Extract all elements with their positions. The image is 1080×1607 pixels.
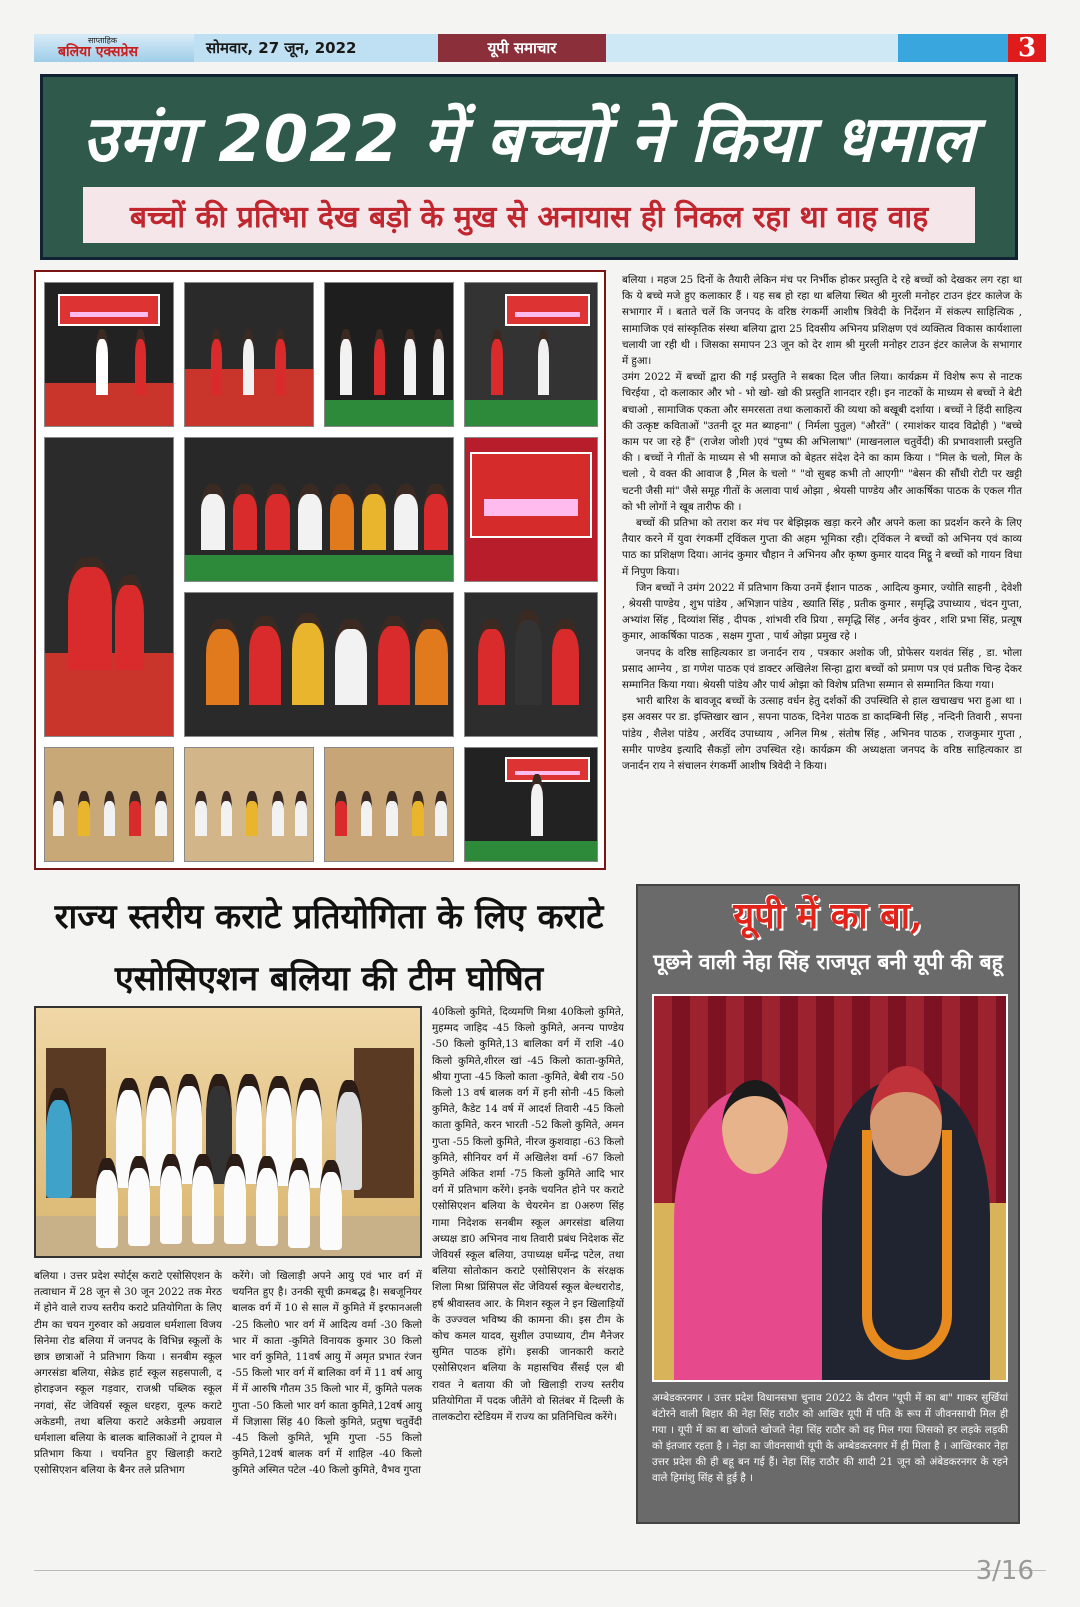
photo-girls-group (464, 592, 598, 737)
paper-name: बलिया एक्सप्रेस (58, 44, 138, 60)
strip-filler (606, 34, 898, 62)
photo-stage-banner (44, 282, 174, 427)
photo-audience-1 (44, 747, 174, 862)
photo-audience-3 (324, 747, 454, 862)
photo-stage-speaker (464, 747, 598, 862)
photo-children-lineup (184, 437, 454, 582)
karate-column-1: बलिया । उत्तर प्रदेश स्पोर्ट्स कराटे एसोसिएशन के तत्वाधान में 28 जून से 30 जून 2022 तक मेरठ में होने वाले राज्य स्तरीय कराटे प्रतियोगिता के लिए टीम का चयन गुरुवार को अग्रवाल धर्मशाला विजय सिनेमा रोड बलिया में जनपद के विभिन्न स्कूलों के छात्र छात्राओं ने प्रतिभाग किया । सनबीम स्कूल अगरसंडा बलिया, सेक्रेड हार्ट स्कूल सहसपाली, द होराइजन स्कूल गड़वार, राजश्री पब्लिक स्कूल नगवां, सेंट जेवियर्स स्कूल धरहरा, वूल्फ कराटे अकेडमी, तथा बलिया कराटे अकेडमी अग्रवाल धर्मशाला बलिया के बालक बालिकाओं ने ट्रायल मे प्रतिभाग किया । चयनित हुए खिलाड़ी कराटे एसोसिएशन बलिया के बैनर तले प्रतिभाग (34, 1270, 222, 1477)
photo-children-faces (184, 592, 454, 737)
karate-column-3: 40किलो कुमिते, दिव्यमणि मिश्रा 40किलो कुमिते, मुहम्मद जाहिद -45 किलो कुमिते, अनन्य पाण्डेय -50 किलो कुमिते,13 बालिका वर्ग में राशि -40 किलो कुमिते,शीरल खां -45 किलो काता-कुमिते, श्रीया गुप्ता -45 किलो काता -कुमिते, बेबी राय -50 किलो 13 वर्ष बालक वर्ग में हनी सोनी -45 किलो कुमिते, कैडेट 14 वर्ष में आदर्श तिवारी -45 किलो काता कुमिते, करन भारती -52 किलो कुमिते, अमन गुप्ता -55 किलो कुमिते, नीरज कुशवाहा -63 किलो कुमिते, सीनियर वर्ग में अखिलेश वर्मा -67 किलो कुमिते अंकित शर्मा -75 किलो कुमिते आदि भार वर्ग में प्रतिभाग करेंगे। इनके चयनित होने पर कराटे एसोसिएशन बलिया के चेयरमेन डा 0अरुण सिंह गामा निदेशक सनबीम स्कूल अगरसंडा बलिया अध्यक्ष डा0 अभिनव नाथ तिवारी प्रबंध निदेशक सेंट जेवियर्स स्कूल बलिया, उपाध्यक्ष धर्मेन्द्र पटेल, तथा बलिया सोतोकान कराटे एसोसिएशन के संरक्षक शिला मिश्रा प्रिंसिपल सेंट जेवियर्स स्कूल बेल्थरारोड, हर्ष श्रीवास्तव आर. के मिशन स्कूल ने इन खिलाड़ियों के उज्ज्वल भविष्य की कामना की। इस टीम के कोच कमल यादव, सुशील उपाध्याय, टीम मैनेजर सुमित पाठक होंगे। इसकी जानकारी कराटे एसोसिएशन बलिया के महासचिव सैंसई एल बी रावत ने बताया की जो खिलाड़ी राज्य स्तरीय प्रतियोगिता में पदक जीतेंगे वो सितंबर में दिल्ली के तालकटोरा स्टेडियम में राज्य का प्रतिनिधित्व करेंगे। (432, 1006, 624, 1424)
photo-umang-banner (464, 437, 598, 582)
issue-date: सोमवार, 27 जून, 2022 (194, 34, 438, 62)
photo-play-scene (184, 282, 314, 427)
bride-figure (674, 1090, 834, 1380)
paper-logo (34, 34, 194, 62)
lead-paragraph: जिन बच्चों ने उमंग 2022 में प्रतिभाग किया उनमें ईशान पाठक , आदित्य कुमार, ज्योति साहनी , देवेशी , श्रेयसी पाण्डेय , शुभ पांडेय , अभिज्ञान पांडेय , ख्याति सिंह , प्रतीक कुमार , समृद्धि उपाध्याय , चंदन गुप्ता, अभ्यांश सिंह , दिव्यांश सिंह , दीपक , शांभवी रवि प्रिया , समृद्धि सिंह , अर्नव कुंवर , शशि प्रभा सिंह, प्रत्यूष कुमार, आकर्षिका पाठक , सक्षम गुप्ता , पार्थ ओझा प्रमुख रहे । (622, 581, 1022, 643)
feature-subtitle: पूछने वाली नेहा सिंह राजपूत बनी यूपी की बहू (653, 949, 1003, 974)
page-number: 3 (1008, 34, 1046, 62)
lead-paragraph: भारी बारिश के बावजूद बच्चों के उत्साह वर्धन हेतु दर्शकों की उपस्थिति से हाल खचाखच भरा हुआ था । इस अवसर पर डा. इफ्तिखार खान , सपना पाठक, दिनेश पाठक डा कादम्बिनी सिंह , नन्दिनी तिवारी , सपना पांडेय , शैलेश पांडेय , अरविंद उपाध्याय , अनिल मिश्र , संतोष सिंह , अभिनव पाठक , राजकुमार गुप्ता , समीर पाण्डेय इत्यादि सैकड़ों लोग उपस्थित रहे। कार्यक्रम की अध्यक्षता जनपद के वरिष्ठ साहित्यकार डा जनार्दन राय ने संचालन रंगकर्मी आशीष त्रिवेदी ने किया। (622, 695, 1022, 773)
page-rule (34, 1570, 1046, 1571)
strip-filler-blue (898, 34, 1008, 62)
feature-box (636, 884, 1020, 1524)
lead-headline-block (40, 74, 1018, 260)
lead-subheadline: बच्चों की प्रतिभा देख बड़ो के मुख से अनायास ही निकल रहा था वाह वाह (83, 187, 975, 243)
karate-headline: राज्य स्तरीय कराटे प्रतियोगिता के लिए कराटे एसोसिएशन बलिया की टीम घोषित (54, 897, 604, 999)
paper-tagline: साप्ताहिक (88, 36, 118, 45)
karate-team-photo (34, 1006, 422, 1258)
lead-story-body (622, 272, 1022, 870)
lead-photo-collage (34, 270, 606, 870)
lead-paragraph: उमंग 2022 में बच्चों द्वारा की गई प्रस्तुति ने सबका दिल जीत लिया। कार्यक्रम में विशेष रूप से नाटक चिरईया , दो कलाकार और भो - भो खो- खो की प्रस्तुति शानदार रही। इन नाटकों के माध्यम से बच्चों ने बेटी बचाओ , सामाजिक एकता और समरसता तथा कलाकारों की व्यथा को बखूबी दर्शाया । बच्चों ने हिंदी साहित्य की उत्कृष्ट कविताओं "उतनी दूर मत ब्याहना" ( निर्मला पुतुल) "औरतें" ( रमाशंकर यादव विद्रोही ) "बच्चे काम पर जा रहे हैं" (राजेश जोशी )एवं "पुष्प की अभिलाषा" (माखनलाल चतुर्वेदी) की प्रभावशाली प्रस्तुति की । बच्चों ने गीतों के माध्यम से भी समाज को बेहतर संदेश देने का काम किया । "मिल के चलो, मिल के चलो , ये वक्त की आवाज है ,मिल के चलो " "वो सुबह कभी तो आएगी" "बेसन की सौंधी रोटी पर खट्टी चटनी जैसी मां" जैसे समूह गीतों के अलावा पार्थ ओझा , श्रेयसी पाण्डेय और आकर्षिका पाठक के एकल गीत को भी लोगों ने खूब तारीफ की । (622, 371, 1022, 513)
photo-group-white (324, 282, 454, 427)
section-name: यूपी समाचार (438, 34, 606, 62)
wedding-photo (652, 994, 1008, 1382)
masthead-strip (34, 34, 1046, 62)
lead-headline: उमंग 2022 में बच्चों ने किया धमाल (82, 103, 976, 177)
lead-paragraph: बलिया । महज 25 दिनों के तैयारी लेकिन मंच पर निर्भीक होकर प्रस्तुति दे रहे बच्चों को देखकर लग रहा था कि ये बच्चे मजे हुए कलाकार हैं । यह सब हो रहा था बलिया स्थित श्री मुरली मनोहर टाउन इंटर कालेज के सभागार में । बताते चलें कि जनपद के वरिष्ठ रंगकर्मी आशीष त्रिवेदी के निर्देशन में संकल्प साहित्यिक , सामाजिक एवं सांस्कृतिक संस्था बलिया द्वारा 25 दिवसीय अभिनय प्रशिक्षण एवं व्यक्तित्व विकास कार्यशाला चलायी जा रही थी । जिसका समापन 23 जून को देर शाम श्री मुरली मनोहर टाउन इंटर कालेज के सभागार में हुआ। (622, 274, 1022, 368)
feature-title: यूपी में का बा, (733, 895, 923, 937)
photo-teacher-with-child (44, 437, 174, 737)
lead-paragraph: बच्चों की प्रतिभा को तराश कर मंच पर बेझिझक खड़ा करने और अपने कला का प्रदर्शन करने के लिए तैयार करने में युवा रंगकर्मी ट्विंकल गुप्ता की अहम भूमिका रही। ट्विंकल ने बच्चों को अभिनय एवं काव्य पाठ का प्रशिक्षण दिया। आनंद कुमार चौहान ने अभिनय और कृष्ण कुमार यादव मिट्ठू ने बच्चों को गायन विधा में निपुण किया। (622, 517, 1022, 578)
page-count-indicator: 3/16 (975, 1556, 1034, 1586)
feature-caption: अम्बेडकरनगर । उत्तर प्रदेश विधानसभा चुनाव 2022 के दौरान "यूपी में का बा" गाकर सुर्खियां बंटोरने वाली बिहार की नेहा सिंह राठौर को आखिर यूपी में पति के रूप में जीवनसाथी मिल ही गया । यूपी में का बा खोजते खोजते नेहा सिंह राठौर को वह मिल गया जिसको हर लड़के लड़की को इंतजार रहता है । नेहा का जीवनसाथी यूपी के अम्बेडकरनगर में ही मिला है । आखिरकार नेहा उत्तर प्रदेश की ही बहू बन गई हैं। नेहा सिंह राठौर की शादी 21 जून को अंबेडकरनगर के रहने वाले हिमांशु सिंह से हुई है । (652, 1392, 1008, 1484)
karate-column-2: करेंगे। जो खिलाड़ी अपने आयु एवं भार वर्ग में चयनित हुए है। उनकी सूची क्रमबद्ध है। सबजूनियर बालक वर्ग में 10 से साल में कुमिते में इरफानअली -25 किलो0 भार वर्ग में आदित्य वर्मा -30 किलो भार में काता -कुमिते विनायक कुमार 30 किलो भार वर्ग कुमिते, 11वर्ष आयु में अमृत प्रभात रंजन -55 किलो भार वर्ग में बालिका वर्ग में 11 वर्ष आयु में में आरुषि गौतम 35 किलो भार में, कुमिते पलक गुप्ता -50 किलो भार वर्ग काता कुमिते,12वर्ष आयु में जिज्ञासा सिंह 40 किलो कुमिते, प्रतुषा चतुर्वेदी -45 किलो कुमिते, भूमि गुप्ता -55 किलो कुमिते,12वर्ष बालक वर्ग में शाहिल -40 किलो कुमिते अस्मित पटेल -40 किलो कुमिते, वैभव गुप्ता (232, 1270, 422, 1477)
photo-performers-red (464, 282, 598, 427)
photo-audience-2 (184, 747, 314, 862)
lead-paragraph: जनपद के वरिष्ठ साहित्यकार डा जनार्दन राय , पत्रकार अशोक जी, प्रोफेसर यशवंत सिंह , डा. भोला प्रसाद आग्नेय , डा गणेश पाठक एवं डाक्टर अखिलेश सिन्हा द्वारा बच्चों को प्रमाण पत्र एवं प्रतीक चिन्ह देकर सम्मानित किया गया। श्रेयसी पांडेय और पार्थ ओझा को विशेष प्रतिभा सम्मान से सम्मानित किया गया। (622, 646, 1022, 692)
